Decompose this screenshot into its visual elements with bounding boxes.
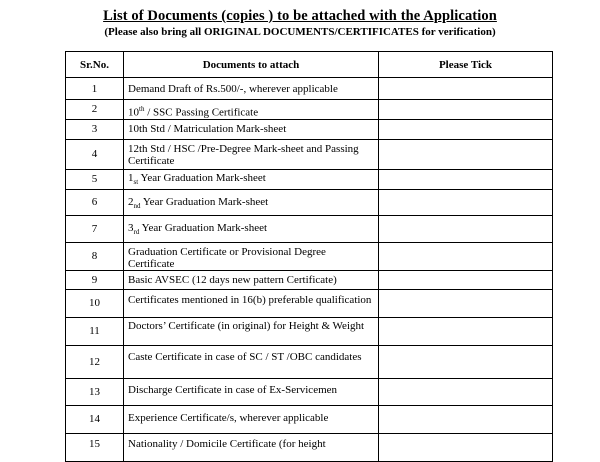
- document-name: Graduation Certificate or Provisional Degree Certificate: [124, 242, 379, 270]
- doc-prefix: 3: [128, 221, 134, 234]
- tick-cell[interactable]: [379, 317, 553, 345]
- doc-prefix: 1: [128, 171, 134, 184]
- document-name: Caste Certificate in case of SC / ST /OBC candidates: [124, 345, 379, 378]
- table-row: [66, 242, 553, 270]
- tick-cell[interactable]: [379, 289, 553, 317]
- row-number: 15: [66, 433, 124, 461]
- row-number: 2: [66, 100, 124, 120]
- document-name: 10th Std / Matriculation Mark-sheet: [124, 119, 379, 139]
- row-number: 3: [66, 119, 124, 139]
- document-name: Basic AVSEC (12 days new pattern Certificate): [124, 270, 379, 289]
- doc-subscript: st: [133, 177, 139, 186]
- tick-cell[interactable]: [379, 378, 553, 405]
- documents-table: [65, 51, 553, 462]
- document-name: Certificates mentioned in 16(b) preferable qualification: [124, 289, 379, 317]
- tick-cell[interactable]: [379, 405, 553, 433]
- table-row: [66, 119, 553, 139]
- document-name: [124, 169, 379, 189]
- table-row: [66, 345, 553, 378]
- table-row: [66, 405, 553, 433]
- row-number: 4: [66, 139, 124, 169]
- doc-subscript: nd: [133, 201, 141, 210]
- tick-cell[interactable]: [379, 215, 553, 242]
- doc-subscript: rd: [133, 227, 140, 236]
- row-number: 9: [66, 270, 124, 289]
- table-row: [66, 189, 553, 215]
- doc-rest: / SSC Passing Certificate: [144, 106, 259, 119]
- row-number: 12: [66, 345, 124, 378]
- document-name: [124, 189, 379, 215]
- table-row: [66, 100, 553, 120]
- row-number: 1: [66, 78, 124, 100]
- doc-prefix: 2: [128, 195, 134, 208]
- tick-cell[interactable]: [379, 78, 553, 100]
- tick-cell[interactable]: [379, 270, 553, 289]
- column-header-please-tick: Please Tick: [379, 52, 553, 78]
- doc-prefix: 10: [128, 106, 139, 119]
- tick-cell[interactable]: [379, 169, 553, 189]
- table-row: [66, 317, 553, 345]
- row-number: 10: [66, 289, 124, 317]
- doc-rest: Year Graduation Mark-sheet: [140, 195, 269, 208]
- document-name: Nationality / Domicile Certificate (for height: [124, 433, 379, 461]
- table-row: [66, 139, 553, 169]
- document-name: Doctors’ Certificate (in original) for Height & Weight: [124, 317, 379, 345]
- doc-rest: Year Graduation Mark-sheet: [139, 221, 268, 234]
- document-name: Experience Certificate/s, wherever applicable: [124, 405, 379, 433]
- tick-cell[interactable]: [379, 119, 553, 139]
- doc-rest: Year Graduation Mark-sheet: [138, 171, 266, 184]
- tick-cell[interactable]: [379, 139, 553, 169]
- document-name: 12th Std / HSC /Pre-Degree Mark-sheet and Passing Certificate: [124, 139, 379, 169]
- row-number: 14: [66, 405, 124, 433]
- document-name: [124, 100, 379, 120]
- row-number: 7: [66, 215, 124, 242]
- doc-superscript: th: [139, 105, 145, 113]
- tick-cell[interactable]: [379, 433, 553, 461]
- table-header-row: [66, 52, 553, 78]
- table-row: [66, 169, 553, 189]
- table-row: [66, 78, 553, 100]
- page-subtitle: (Please also bring all ORIGINAL DOCUMENTS/CERTIFICATES for verification): [104, 26, 496, 38]
- tick-cell[interactable]: [379, 189, 553, 215]
- document-name: Discharge Certificate in case of Ex-Servicemen: [124, 378, 379, 405]
- document-name: Demand Draft of Rs.500/-, wherever applicable: [124, 78, 379, 100]
- row-number: 6: [66, 189, 124, 215]
- tick-cell[interactable]: [379, 242, 553, 270]
- column-header-sr-no: Sr.No.: [66, 52, 124, 78]
- row-number: 8: [66, 242, 124, 270]
- tick-cell[interactable]: [379, 100, 553, 120]
- page-title: List of Documents (copies ) to be attached with the Application: [103, 8, 497, 24]
- row-number: 13: [66, 378, 124, 405]
- table-row: [66, 215, 553, 242]
- table-row: [66, 378, 553, 405]
- table-row: [66, 289, 553, 317]
- table-row: [66, 433, 553, 461]
- row-number: 5: [66, 169, 124, 189]
- row-number: 11: [66, 317, 124, 345]
- column-header-documents: Documents to attach: [124, 52, 379, 78]
- table-row: [66, 270, 553, 289]
- tick-cell[interactable]: [379, 345, 553, 378]
- document-name: [124, 215, 379, 242]
